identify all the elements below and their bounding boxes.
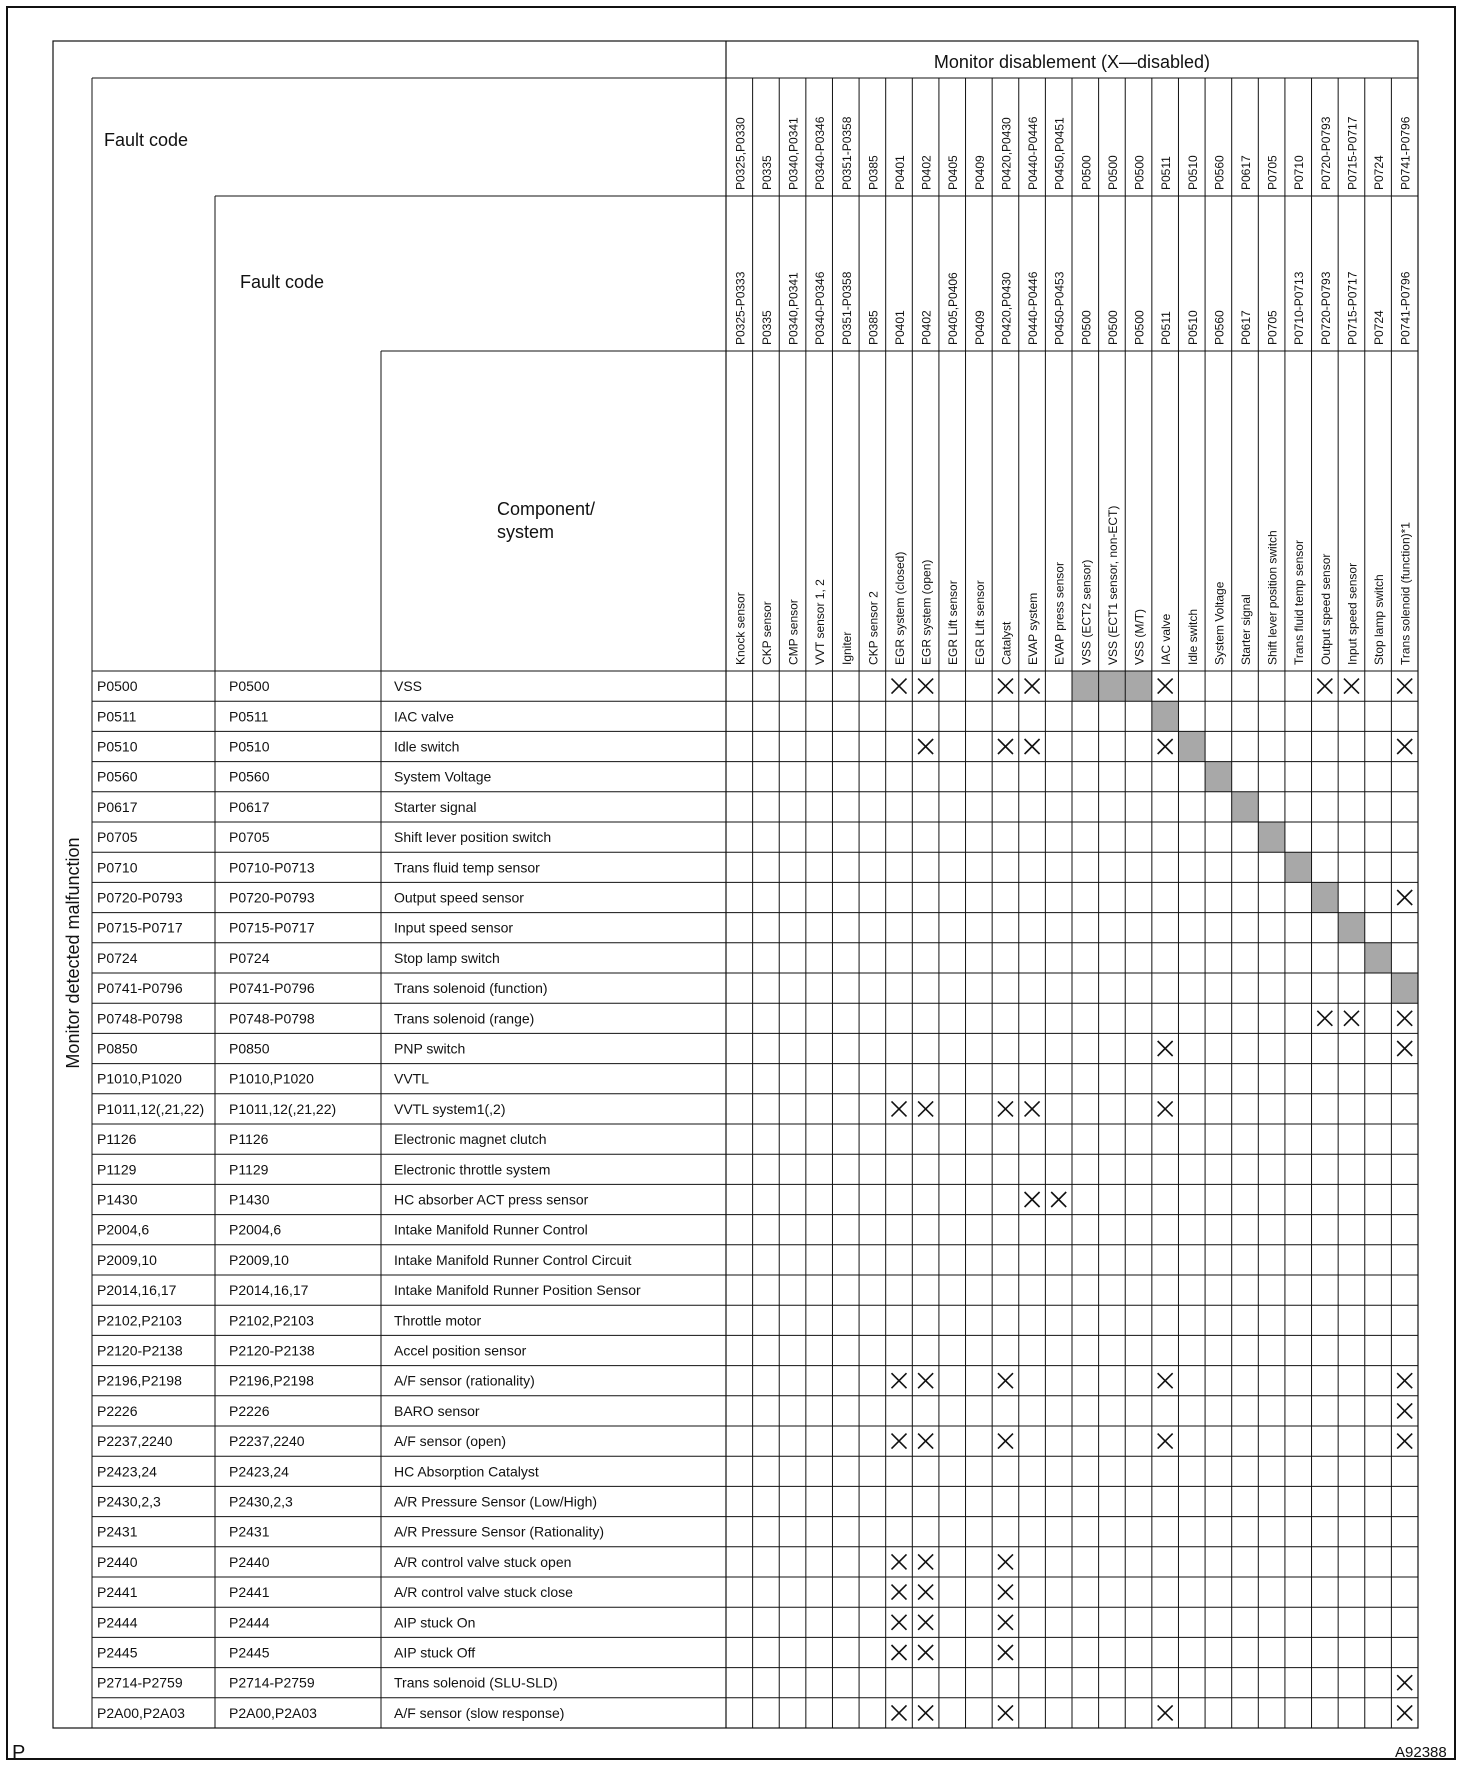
column-code-mid: P0560: [1212, 310, 1227, 345]
disabled-mark: [1397, 679, 1412, 694]
row-component: Accel position sensor: [394, 1342, 527, 1359]
row-fault-code-detail: P0617: [229, 798, 270, 815]
corner-label-left: P: [12, 1742, 26, 1764]
row-fault-code: P1010,P1020: [97, 1070, 182, 1087]
row-component: A/R Pressure Sensor (Low/High): [394, 1493, 598, 1510]
disabled-mark: [918, 1101, 933, 1116]
row-component: VVTL system1(,2): [394, 1100, 506, 1117]
column-component-name: Catalyst: [999, 621, 1014, 665]
disabled-mark: [998, 1554, 1013, 1569]
row-fault-code: P2102,P2103: [97, 1312, 182, 1329]
row-component: A/R control valve stuck close: [394, 1584, 573, 1601]
shaded-cell: [1072, 671, 1099, 701]
row-fault-code-detail: P1430: [229, 1191, 270, 1208]
row-component: HC Absorption Catalyst: [394, 1463, 539, 1480]
monitor-disablement-title: Monitor disablement (X—disabled): [933, 52, 1211, 72]
column-code-top: P0401: [893, 155, 907, 190]
row-component: Trans solenoid (range): [394, 1010, 535, 1027]
disabled-mark: [918, 1615, 933, 1630]
disabled-mark: [1158, 679, 1173, 694]
disabled-mark: [1317, 1011, 1332, 1026]
row-fault-code: P2237,2240: [97, 1433, 173, 1450]
row-component: A/F sensor (open): [394, 1433, 507, 1450]
row-fault-code-detail: P2445: [229, 1644, 270, 1661]
column-component-name: Knock sensor: [733, 592, 748, 665]
row-fault-code: P2430,2,3: [97, 1493, 161, 1510]
row-fault-code: P0720-P0793: [97, 889, 183, 906]
disabled-mark: [1397, 1705, 1412, 1720]
row-fault-code: P1430: [97, 1191, 138, 1208]
row-fault-code-detail: P0560: [229, 768, 270, 785]
column-code-mid: P0335: [759, 310, 774, 345]
row-fault-code: P0500: [97, 678, 138, 695]
row-component: Trans solenoid (SLU-SLD): [394, 1674, 558, 1691]
column-code-top: P0511: [1159, 156, 1174, 190]
row-fault-code: P0724: [97, 949, 138, 966]
row-component: System Voltage: [394, 768, 492, 785]
row-fault-code-detail: P2444: [229, 1614, 270, 1631]
disabled-mark: [1397, 1434, 1412, 1449]
disabled-mark: [998, 1101, 1013, 1116]
column-component-name: CKP sensor 2: [866, 591, 881, 665]
row-fault-code: P0617: [97, 798, 138, 815]
disabled-mark: [998, 1434, 1013, 1449]
column-component-name: Shift lever position switch: [1265, 530, 1280, 665]
column-code-top: P0405: [946, 155, 961, 190]
column-component-name: Output speed sensor: [1318, 553, 1333, 665]
column-component-name: Idle switch: [1185, 608, 1200, 665]
row-fault-code: P2444: [97, 1614, 138, 1631]
disabled-mark: [892, 1705, 907, 1720]
disabled-mark: [998, 679, 1013, 694]
column-component-name: System Voltage: [1212, 581, 1227, 665]
column-code-mid: P0325-P0333: [733, 271, 748, 345]
column-code-mid: P0409: [972, 310, 987, 345]
row-fault-code-detail: P2196,P2198: [229, 1372, 314, 1389]
column-code-mid: P0741-P0796: [1398, 271, 1413, 345]
disabled-mark: [1051, 1192, 1066, 1207]
row-fault-code-detail: P0850: [229, 1040, 270, 1057]
row-component: PNP switch: [394, 1040, 466, 1057]
shaded-cell: [1338, 913, 1365, 943]
row-fault-code-detail: P0500: [229, 678, 270, 695]
column-code-mid: P0450-P0453: [1052, 271, 1067, 345]
row-fault-code-detail: P0741-P0796: [229, 980, 315, 997]
side-label: Monitor detected malfunction: [63, 837, 83, 1069]
disabled-mark: [918, 1585, 933, 1600]
column-code-mid: P0617: [1239, 310, 1253, 345]
row-fault-code: P2014,16,17: [97, 1282, 177, 1299]
row-component: VSS: [394, 678, 423, 695]
row-fault-code: P2196,P2198: [97, 1372, 182, 1389]
row-fault-code: P0748-P0798: [97, 1010, 183, 1027]
row-fault-code-detail: P2430,2,3: [229, 1493, 293, 1510]
column-code-top: P0335: [759, 155, 774, 190]
disabled-mark: [1025, 679, 1040, 694]
row-fault-code-detail: P2431: [229, 1523, 270, 1540]
row-fault-code-detail: P2714-P2759: [229, 1674, 315, 1691]
column-code-mid: P0440-P0446: [1026, 271, 1041, 345]
disabled-mark: [1397, 1373, 1412, 1388]
row-fault-code-detail: P2102,P2103: [229, 1312, 314, 1329]
disabled-mark: [1158, 739, 1173, 754]
shaded-cell: [1365, 943, 1392, 973]
row-fault-code-detail: P1126: [229, 1131, 269, 1148]
disabled-mark: [998, 1373, 1013, 1388]
row-component: Intake Manifold Runner Position Sensor: [394, 1282, 641, 1299]
disabled-mark: [1397, 1011, 1412, 1026]
column-component-name: EVAP press sensor: [1052, 562, 1067, 665]
column-code-mid: P0710-P0713: [1292, 271, 1307, 345]
disabled-mark: [998, 1615, 1013, 1630]
row-fault-code: P2431: [97, 1523, 138, 1540]
row-fault-code-detail: P0705: [229, 829, 270, 846]
column-component-name: EGR system (open): [919, 559, 934, 665]
disabled-mark: [892, 1373, 907, 1388]
row-component: IAC valve: [394, 708, 454, 725]
column-component-name: VSS (M/T): [1132, 609, 1147, 665]
column-code-top: P0325,P0330: [733, 117, 748, 190]
disabled-mark: [998, 1585, 1013, 1600]
column-code-mid: P0500: [1079, 310, 1094, 345]
row-fault-code: P1129: [97, 1161, 137, 1178]
row-fault-code: P2445: [97, 1644, 138, 1661]
row-fault-code-detail: P2009,10: [229, 1251, 289, 1268]
row-component: Intake Manifold Runner Control Circuit: [394, 1251, 632, 1268]
row-component: Shift lever position switch: [394, 829, 552, 846]
column-code-top: P0500: [1079, 155, 1094, 190]
column-component-name: Stop lamp switch: [1372, 574, 1387, 665]
row-component: BARO sensor: [394, 1402, 480, 1419]
column-code-top: P0705: [1265, 155, 1280, 190]
row-fault-code: P0710: [97, 859, 138, 876]
row-fault-code: P1126: [97, 1131, 137, 1148]
column-code-top: P0440-P0446: [1026, 116, 1041, 190]
disabled-mark: [918, 1705, 933, 1720]
column-code-top: P0741-P0796: [1398, 116, 1413, 190]
row-fault-code-detail: P2120-P2138: [229, 1342, 315, 1359]
row-fault-code: P2226: [97, 1402, 138, 1419]
column-component-name: VVT sensor 1, 2: [813, 579, 828, 665]
disabled-mark: [918, 739, 933, 754]
disabled-mark: [1397, 1041, 1412, 1056]
disabled-mark: [998, 1645, 1013, 1660]
disabled-mark: [1397, 739, 1412, 754]
row-component: Output speed sensor: [394, 889, 524, 906]
shaded-cell: [1125, 671, 1152, 701]
row-fault-code: P2120-P2138: [97, 1342, 183, 1359]
row-component: Input speed sensor: [394, 919, 514, 936]
disabled-mark: [918, 1645, 933, 1660]
row-fault-code-detail: P1010,P1020: [229, 1070, 314, 1087]
shaded-cell: [1099, 671, 1126, 701]
row-fault-code: P2440: [97, 1553, 138, 1570]
disabled-mark: [1317, 679, 1332, 694]
row-fault-code-detail: P0511: [229, 708, 269, 725]
row-fault-code: P0560: [97, 768, 138, 785]
row-component: Electronic magnet clutch: [394, 1131, 547, 1148]
column-code-top: P0385: [866, 155, 881, 190]
disabled-mark: [892, 1615, 907, 1630]
row-fault-code: P0715-P0717: [97, 919, 183, 936]
row-component: Electronic throttle system: [394, 1161, 551, 1178]
column-code-top: P0510: [1185, 155, 1200, 190]
row-component: Idle switch: [394, 738, 460, 755]
row-fault-code-detail: P0720-P0793: [229, 889, 315, 906]
fault-code-label-outer: Fault code: [104, 130, 189, 150]
column-code-top: P0724: [1372, 155, 1387, 190]
column-code-top: P0617: [1239, 155, 1253, 190]
disabled-mark: [892, 679, 907, 694]
column-code-mid: P0340-P0346: [813, 271, 828, 345]
row-component: Intake Manifold Runner Control: [394, 1221, 588, 1238]
row-component: AIP stuck On: [394, 1614, 476, 1631]
row-fault-code: P2004,6: [97, 1221, 150, 1238]
row-fault-code-detail: P0748-P0798: [229, 1010, 315, 1027]
column-code-mid: P0351-P0358: [839, 271, 854, 345]
disabled-mark: [1158, 1373, 1173, 1388]
disabled-mark: [1025, 1192, 1040, 1207]
disabled-mark: [892, 1645, 907, 1660]
row-fault-code-detail: P2237,2240: [229, 1433, 305, 1450]
column-code-mid: P0715-P0717: [1345, 271, 1360, 345]
disabled-mark: [892, 1585, 907, 1600]
row-fault-code-detail: P0510: [229, 738, 270, 755]
figure-id-label: A92388: [1395, 1744, 1447, 1761]
column-component-name: EGR Lift sensor: [972, 580, 987, 665]
row-fault-code-detail: P2A00,P2A03: [229, 1704, 317, 1721]
row-fault-code-detail: P0724: [229, 949, 270, 966]
column-code-mid: P0511: [1159, 311, 1174, 345]
column-code-top: P0720-P0793: [1318, 116, 1333, 190]
disabled-mark: [1397, 1675, 1412, 1690]
column-component-name: EGR system (closed): [893, 551, 907, 665]
row-component: Trans solenoid (function): [394, 980, 548, 997]
column-code-mid: P0340,P0341: [786, 272, 801, 345]
disabled-mark: [1025, 1101, 1040, 1116]
shaded-cell: [1152, 701, 1179, 731]
row-fault-code-detail: P2441: [229, 1584, 270, 1601]
column-component-name: VSS (ECT1 sensor, non-ECT): [1105, 505, 1120, 665]
column-component-name: CKP sensor: [759, 601, 774, 665]
shaded-cell: [1391, 973, 1418, 1003]
column-code-mid: P0724: [1372, 310, 1387, 345]
column-component-name: IAC valve: [1159, 613, 1174, 665]
column-code-top: P0402: [919, 155, 934, 190]
disabled-mark: [918, 1434, 933, 1449]
column-code-mid: P0420,P0430: [999, 272, 1014, 345]
row-fault-code: P0741-P0796: [97, 980, 183, 997]
column-code-top: P0560: [1212, 155, 1227, 190]
row-fault-code: P2009,10: [97, 1251, 157, 1268]
column-code-mid: P0510: [1185, 310, 1200, 345]
row-component: A/F sensor (rationality): [394, 1372, 535, 1389]
column-code-top: P0500: [1132, 155, 1147, 190]
column-code-top: P0420,P0430: [999, 117, 1014, 190]
disabled-mark: [1158, 1041, 1173, 1056]
row-fault-code: P0510: [97, 738, 138, 755]
disabled-mark: [918, 1373, 933, 1388]
disabled-mark: [1158, 1434, 1173, 1449]
column-component-name: CMP sensor: [786, 599, 801, 665]
component-label-line1: Component/: [497, 499, 596, 519]
row-fault-code: P0705: [97, 829, 138, 846]
shaded-cell: [1205, 762, 1232, 792]
disabled-mark: [1025, 739, 1040, 754]
row-fault-code-detail: P0715-P0717: [229, 919, 315, 936]
column-code-top: P0500: [1105, 155, 1120, 190]
column-code-top: P0409: [972, 155, 987, 190]
row-fault-code: P2714-P2759: [97, 1674, 183, 1691]
disabled-mark: [918, 1554, 933, 1569]
row-component: A/R Pressure Sensor (Rationality): [394, 1523, 605, 1540]
row-component: A/F sensor (slow response): [394, 1704, 565, 1721]
row-fault-code-detail: P2440: [229, 1553, 270, 1570]
row-component: Trans fluid temp sensor: [394, 859, 540, 876]
column-code-top: P0710: [1292, 155, 1307, 190]
row-fault-code-detail: P2226: [229, 1402, 270, 1419]
fault-code-label-inner: Fault code: [240, 272, 325, 292]
row-fault-code-detail: P2004,6: [229, 1221, 282, 1238]
column-code-top: P0715-P0717: [1345, 116, 1360, 190]
row-fault-code: P1011,12(,21,22): [97, 1100, 205, 1117]
disabled-mark: [1344, 679, 1359, 694]
component-label-line2: system: [497, 522, 555, 542]
disabled-mark: [892, 1101, 907, 1116]
row-component: Stop lamp switch: [394, 949, 500, 966]
column-component-name: Trans solenoid (function)*1: [1398, 522, 1413, 665]
disabled-mark: [892, 1554, 907, 1569]
column-component-name: Input speed sensor: [1345, 562, 1360, 665]
column-code-top: P0351-P0358: [839, 116, 854, 190]
disabled-mark: [1397, 890, 1412, 905]
column-code-mid: P0402: [919, 310, 934, 345]
row-component: Throttle motor: [394, 1312, 482, 1329]
column-code-mid: P0385: [866, 310, 881, 345]
column-code-mid: P0720-P0793: [1318, 271, 1333, 345]
row-component: Starter signal: [394, 798, 477, 815]
row-fault-code: P0850: [97, 1040, 138, 1057]
column-code-mid: P0401: [893, 310, 907, 345]
shaded-cell: [1312, 882, 1339, 912]
disabled-mark: [998, 1705, 1013, 1720]
row-component: VVTL: [394, 1070, 430, 1087]
disabled-mark: [918, 679, 933, 694]
row-fault-code-detail: P2423,24: [229, 1463, 289, 1480]
column-code-mid: P0405,P0406: [946, 272, 961, 345]
column-code-mid: P0500: [1105, 310, 1120, 345]
column-component-name: VSS (ECT2 sensor): [1079, 559, 1094, 665]
column-component-name: EVAP system: [1026, 592, 1041, 665]
disabled-mark: [998, 739, 1013, 754]
disabled-mark: [1158, 1101, 1173, 1116]
row-fault-code-detail: P1011,12(,21,22): [229, 1100, 337, 1117]
shaded-cell: [1178, 731, 1205, 761]
row-component: A/R control valve stuck open: [394, 1553, 572, 1570]
column-code-mid: P0500: [1132, 310, 1147, 345]
row-fault-code-detail: P2014,16,17: [229, 1282, 309, 1299]
row-fault-code-detail: P1129: [229, 1161, 269, 1178]
shaded-cell: [1258, 822, 1285, 852]
row-fault-code: P0511: [97, 708, 137, 725]
shaded-cell: [1232, 792, 1259, 822]
row-fault-code: P2441: [97, 1584, 138, 1601]
column-component-name: Igniter: [839, 631, 854, 665]
column-component-name: Trans fluid temp sensor: [1292, 540, 1307, 665]
disabled-mark: [1397, 1403, 1412, 1418]
column-code-top: P0450,P0451: [1052, 117, 1067, 190]
column-code-top: P0340-P0346: [813, 116, 828, 190]
row-fault-code: P2423,24: [97, 1463, 157, 1480]
row-component: AIP stuck Off: [394, 1644, 476, 1661]
row-component: HC absorber ACT press sensor: [394, 1191, 589, 1208]
row-fault-code-detail: P0710-P0713: [229, 859, 315, 876]
disabled-mark: [1158, 1705, 1173, 1720]
shaded-cell: [1285, 852, 1312, 882]
column-component-name: Starter signal: [1239, 594, 1253, 665]
disabled-mark: [892, 1434, 907, 1449]
column-code-mid: P0705: [1265, 310, 1280, 345]
row-fault-code: P2A00,P2A03: [97, 1704, 185, 1721]
column-code-top: P0340,P0341: [786, 117, 801, 190]
disabled-mark: [1344, 1011, 1359, 1026]
column-component-name: EGR Lift sensor: [946, 580, 961, 665]
